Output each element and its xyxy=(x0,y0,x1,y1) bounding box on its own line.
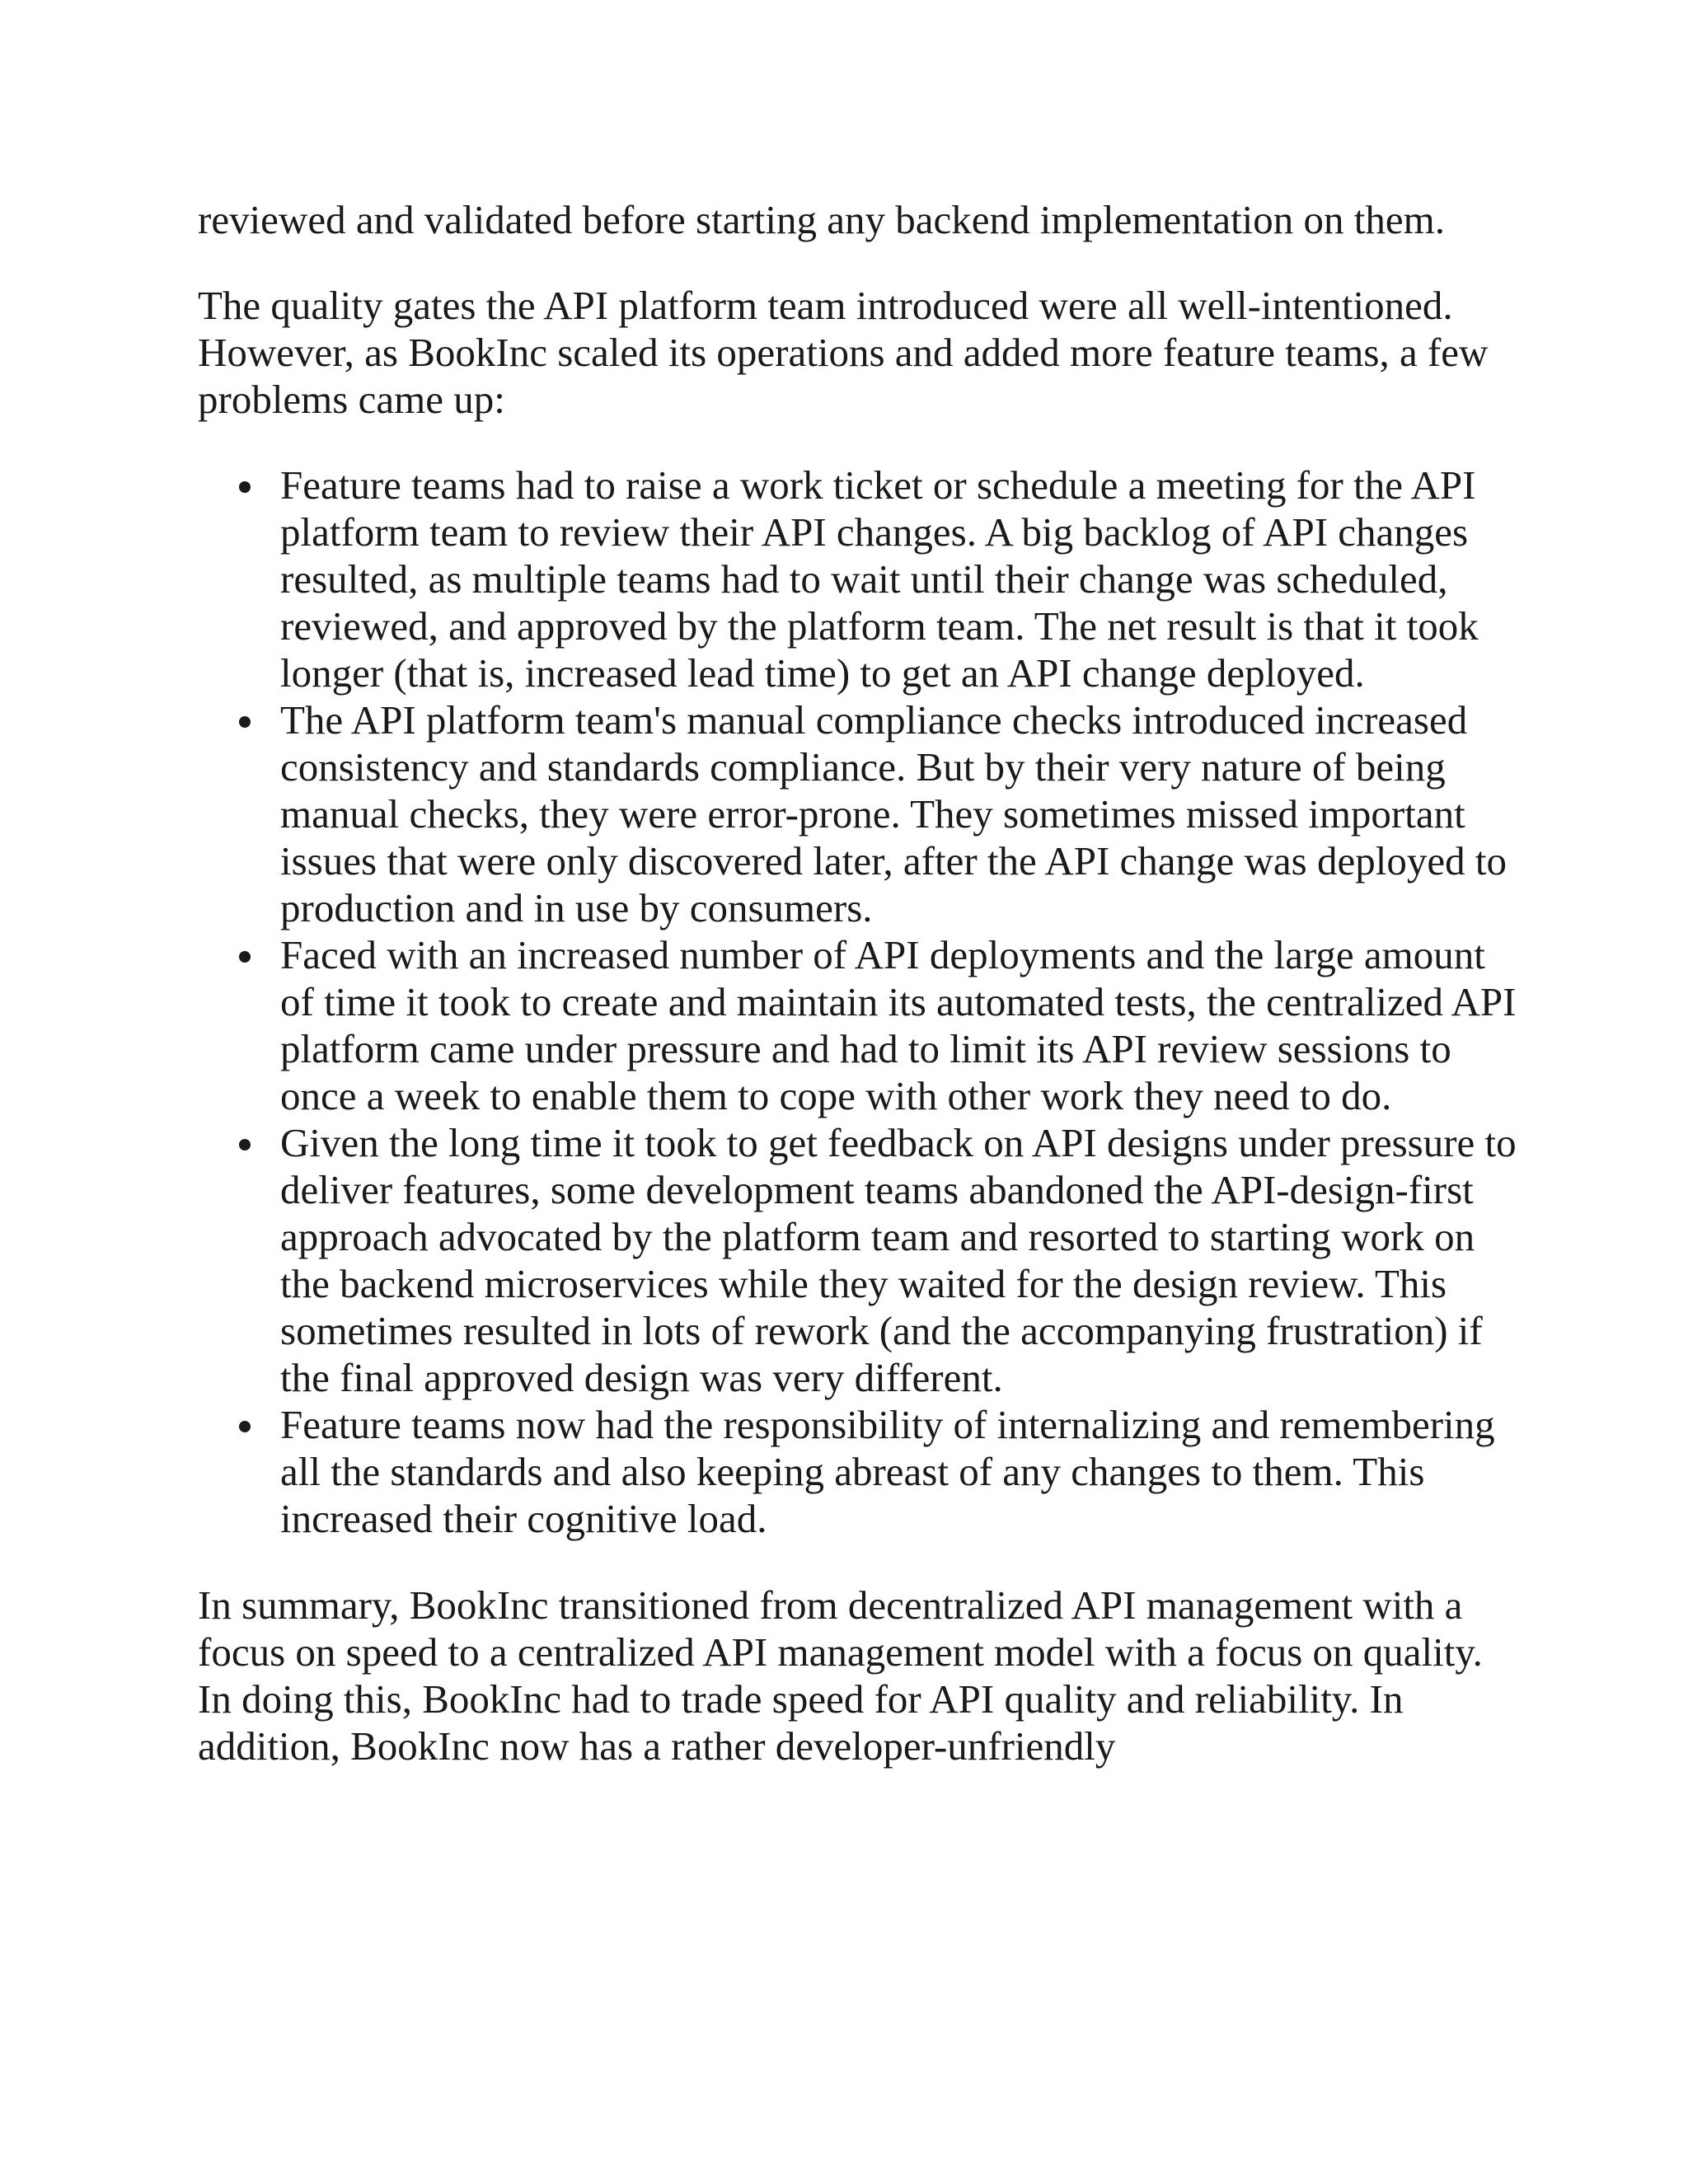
paragraph-continuation: reviewed and validated before starting any backend implementation on them. xyxy=(198,197,1446,242)
list-item xyxy=(280,931,1517,1119)
list-item-text: Feature teams now had the responsibility of internalizing and remembering all the standards and also keeping abreast of any changes to them. This increased their cognitive load. xyxy=(280,1402,1495,1541)
list-item xyxy=(280,1401,1517,1542)
bullet-icon xyxy=(239,1421,251,1432)
list-item-text: Faced with an increased number of API deployments and the large amount of time it took to create and maintain its automated tests, the centralized API platform came under pressure and had to limit its API review sessions to once a week to enable them to cope with other work they need to do. xyxy=(280,932,1517,1118)
list-item-text: The API platform team's manual compliance checks introduced increased consistency and standards compliance. But by their very nature of being manual checks, they were error-prone. They sometimes missed important issues that were only discovered later, after the API change was deployed to production and in use by consumers. xyxy=(280,697,1507,930)
bullet-icon xyxy=(239,951,251,963)
bullet-icon xyxy=(239,716,251,728)
bullet-icon xyxy=(239,481,251,493)
paragraph-summary: In summary, BookInc transitioned from decentralized API management with a focus on speed to a centralized API management model with a focus on quality. In doing this, BookInc had to trade speed for API quality and reliability. In addition, BookInc now has a rather developer-unfriendly xyxy=(198,1582,1483,1769)
bullet-icon xyxy=(239,1139,251,1151)
paragraph-intro: The quality gates the API platform team introduced were all well-intentioned. However, as BookInc scaled its operations and added more feature teams, a few problems came up: xyxy=(198,283,1489,422)
list-item-text: Feature teams had to raise a work ticket or schedule a meeting for the API platform team to review their API changes. A big backlog of API changes resulted, as multiple teams had to wait until their change was scheduled, reviewed, and approved by the platform team. The net result is that it took longer (that is, increased lead time) to get an API change deployed. xyxy=(280,462,1479,696)
problems-list xyxy=(198,462,1517,1542)
list-item xyxy=(280,462,1517,696)
document-body xyxy=(198,196,1517,1769)
list-item-text: Given the long time it took to get feedback on API designs under pressure to deliver features, some development teams abandoned the API-design-first approach advocated by the platform team and resorted to starting work on the backend microservices while they waited for the design review. This sometimes resulted in lots of rework (and the accompanying frustration) if the final approved design was very different. xyxy=(280,1120,1517,1400)
list-item xyxy=(280,1119,1517,1401)
list-item xyxy=(280,696,1517,931)
